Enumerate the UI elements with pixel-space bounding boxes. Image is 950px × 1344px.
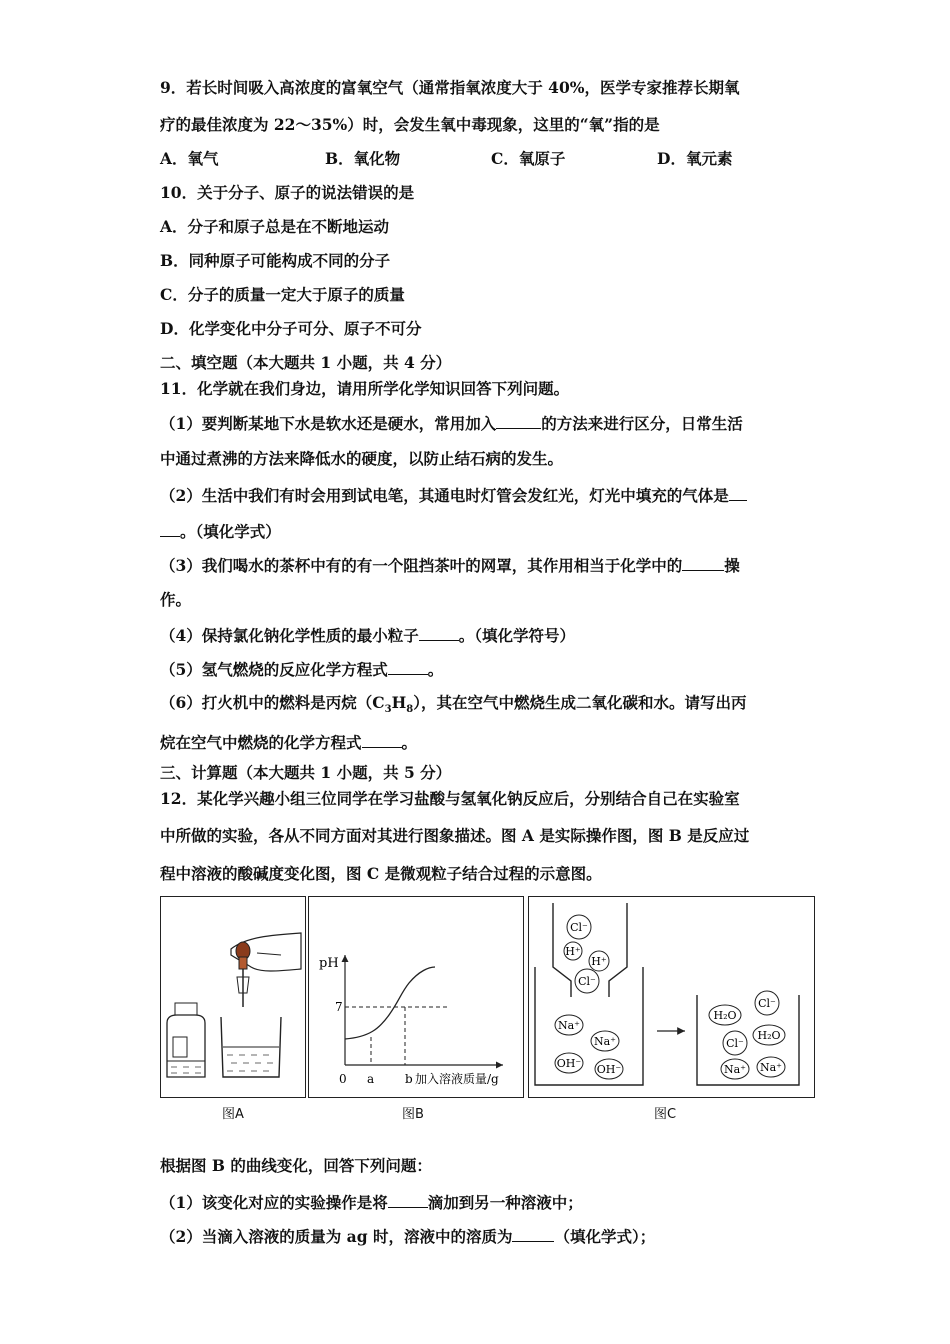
molecule-h2o-1: H₂O xyxy=(713,1009,737,1022)
figure-a-caption: 图A xyxy=(222,1107,244,1122)
q9-option-b: B．氧化物 xyxy=(325,149,401,168)
figure-b xyxy=(308,896,524,1098)
burette-right-wall xyxy=(609,903,627,997)
ions-right xyxy=(709,991,785,1079)
ion-h-1: H⁺ xyxy=(565,945,581,958)
text: （填化学式）； xyxy=(554,1227,656,1246)
dropper-neck xyxy=(239,957,247,969)
answer-blank[interactable] xyxy=(419,624,459,641)
ion-h-2: H⁺ xyxy=(591,955,607,968)
q10-stem: 10．关于分子、原子的说法错误的是 xyxy=(160,183,415,202)
q10-option-b: B．同种原子可能构成不同的分子 xyxy=(160,251,391,270)
bottle-liquid xyxy=(171,1067,201,1073)
text: （1）该变化对应的实验操作是将 xyxy=(160,1193,388,1212)
figure-a xyxy=(160,896,306,1098)
q12-sub1 xyxy=(160,1191,583,1213)
q12-line3: 程中溶液的酸碱度变化图，图 C 是微观粒子结合过程的示意图。 xyxy=(160,864,602,883)
text: （3）我们喝水的茶杯中有的有一个阻挡茶叶的网罩，其作用相当于化学中的 xyxy=(160,556,683,575)
text: 。（填化学符号） xyxy=(458,626,576,645)
section-calc-heading: 三、计算题（本大题共 1 小题，共 5 分） xyxy=(160,763,452,782)
text: 烷在空气中燃烧的化学方程式 xyxy=(160,733,362,752)
answer-blank[interactable] xyxy=(362,731,402,748)
ion-cl-3: Cl⁻ xyxy=(758,997,776,1010)
x-axis-label: 加入溶液质量/g xyxy=(415,1072,499,1086)
q9-line2: 疗的最佳浓度为 22～35%）时，会发生氧中毒现象，这里的“氧”指的是 xyxy=(160,115,660,134)
bottle-neck xyxy=(175,1003,197,1015)
text: （1）要判断某地下水是软水还是硬水，常用加入 xyxy=(160,414,497,433)
q12-instruction: 根据图 B 的曲线变化，回答下列问题： xyxy=(160,1156,432,1175)
ion-cl-2: Cl⁻ xyxy=(578,975,596,988)
finger-line xyxy=(257,953,281,955)
answer-blank[interactable] xyxy=(729,484,747,501)
figure-c xyxy=(528,896,815,1098)
q9-option-c: C．氧原子 xyxy=(491,149,566,168)
ion-na-3: Na⁺ xyxy=(724,1063,746,1076)
ion-na-2: Na⁺ xyxy=(594,1035,616,1048)
text: 滴加到另一种溶液中； xyxy=(427,1193,583,1212)
text: （4）保持氯化钠化学性质的最小粒子 xyxy=(160,626,419,645)
figure-a-drawing xyxy=(161,897,305,1097)
text: H xyxy=(391,693,407,712)
ion-oh-2: OH⁻ xyxy=(596,1063,622,1076)
figure-c-drawing xyxy=(529,897,814,1097)
beaker-liquid xyxy=(227,1055,273,1071)
x-tick-a: a xyxy=(367,1072,375,1086)
ph-curve xyxy=(345,967,435,1039)
ion-cl-4: Cl⁻ xyxy=(726,1037,744,1050)
ions-left xyxy=(555,915,623,1079)
answer-blank[interactable] xyxy=(682,554,724,571)
bottle-label xyxy=(173,1037,187,1057)
answer-blank[interactable] xyxy=(160,520,180,537)
text: 的方法来进行区分，日常生活 xyxy=(541,414,743,433)
y-axis-label: pH xyxy=(319,956,339,971)
q10-option-d: D．化学变化中分子可分、原子不可分 xyxy=(160,319,422,338)
molecule-h2o-2: H₂O xyxy=(757,1029,781,1042)
figure-b-chart xyxy=(309,897,523,1097)
q11-part3-line1 xyxy=(160,554,740,576)
text: 。 xyxy=(427,660,444,679)
q12-line1: 12．某化学兴趣小组三位同学在学习盐酸与氢氧化钠反应后，分别结合自己在实验室 xyxy=(160,789,740,808)
figure-b-caption: 图B xyxy=(402,1107,424,1122)
q12-sub2 xyxy=(160,1225,655,1247)
text: 。（填化学式） xyxy=(180,522,281,541)
answer-blank[interactable] xyxy=(388,1191,428,1208)
x-tick-0: 0 xyxy=(339,1072,347,1086)
text: （5）氢气燃烧的反应化学方程式 xyxy=(160,660,388,679)
q12-line2: 中所做的实验，各从不同方面对其进行图象描述。图 A 是实际操作图，图 B 是反应过 xyxy=(160,826,750,845)
ion-na-4: Na⁺ xyxy=(760,1061,782,1074)
text: 。 xyxy=(401,733,418,752)
text: （2）生活中我们有时会用到试电笔，其通电时灯管会发红光，灯光中填充的气体是 xyxy=(160,486,729,505)
q10-option-c: C．分子的质量一定大于原子的质量 xyxy=(160,285,405,304)
figure-c-caption: 图C xyxy=(654,1107,677,1122)
text: （2）当滴入溶液的质量为 ag 时，溶液中的溶质为 xyxy=(160,1227,513,1246)
q11-part1-line1 xyxy=(160,412,743,434)
q11-part6-line2 xyxy=(160,731,417,753)
ion-oh-1: OH⁻ xyxy=(556,1057,582,1070)
q9-line1: 9．若长时间吸入高浓度的富氧空气（通常指氧浓度大于 40%，医学专家推荐长期氧 xyxy=(160,78,740,97)
x-tick-b: b xyxy=(405,1072,413,1086)
answer-blank[interactable] xyxy=(512,1225,554,1242)
answer-blank[interactable] xyxy=(388,658,428,675)
q11-part2-line2 xyxy=(160,520,281,542)
text: ），其在空气中燃烧生成二氧化碳和水。请写出丙 xyxy=(413,693,747,712)
q9-option-d: D．氧元素 xyxy=(657,149,733,168)
subscript: 8 xyxy=(406,704,414,716)
answer-blank[interactable] xyxy=(496,412,541,429)
ion-cl-1: Cl⁻ xyxy=(570,921,588,934)
subscript: 3 xyxy=(384,704,392,716)
q11-part4 xyxy=(160,624,575,646)
section-fill-in-heading: 二、填空题（本大题共 1 小题，共 4 分） xyxy=(160,353,452,372)
q11-stem: 11．化学就在我们身边，请用所学化学知识回答下列问题。 xyxy=(160,379,570,398)
q11-part3-line2: 作。 xyxy=(160,590,192,609)
ion-na-1: Na⁺ xyxy=(558,1019,580,1032)
q11-part1-line2: 中通过煮沸的方法来降低水的硬度，以防止结石病的发生。 xyxy=(160,449,564,468)
text: 操 xyxy=(724,556,740,575)
q11-part6-line1 xyxy=(160,693,746,720)
q11-part5 xyxy=(160,658,443,680)
text: （6）打火机中的燃料是丙烷（C xyxy=(160,693,385,712)
y-tick-7: 7 xyxy=(335,1000,343,1014)
q11-part2-line1 xyxy=(160,484,747,506)
q10-option-a: A．分子和原子总是在不断地运动 xyxy=(160,217,390,236)
q9-option-a: A．氧气 xyxy=(160,149,219,168)
